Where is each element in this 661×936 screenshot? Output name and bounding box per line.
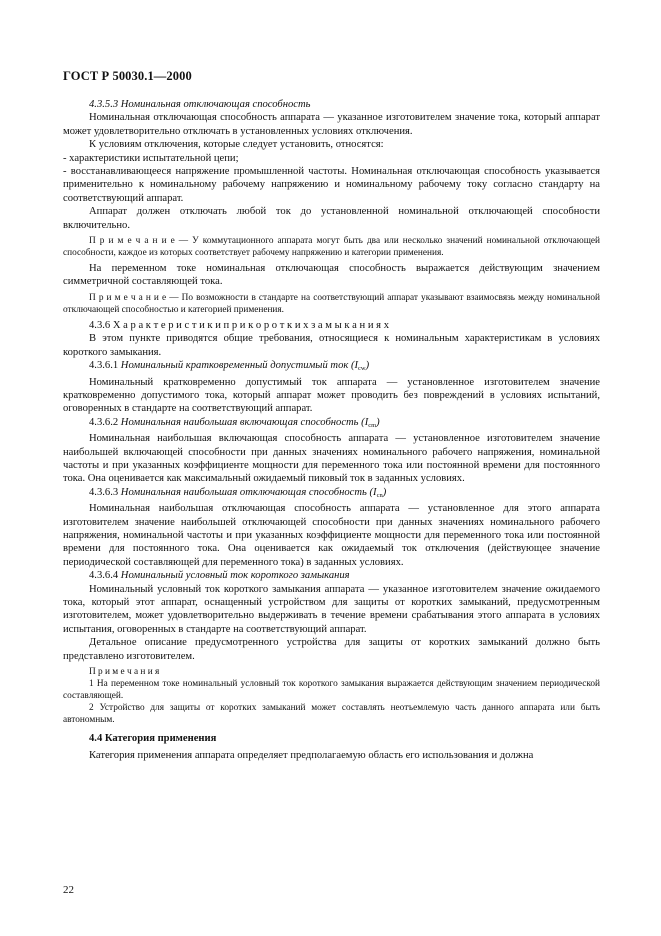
section-44-title: 4.4 Категория применения [89, 733, 217, 745]
note [63, 235, 600, 259]
paragraph: На переменном токе номинальная отключающая способность выражается действующим значением симметричной составляющей тока. [63, 263, 600, 288]
section-4361-title: Номинальный кратковременный допустимый ток ( [120, 360, 355, 372]
section-4362-heading [63, 416, 600, 432]
closing-paren: ) [365, 360, 370, 372]
page-number: 22 [63, 884, 74, 896]
paragraph: Номинальная наибольшая включающая способность аппарата — установленное изготовителем значение наибольшей включающей способности при данных значениях номинального рабочего напряжения, номинальной частоты и при указанных коэффициенте мощности для переменного тока или постоянной времени для постоянного тока. Она оценивается как максимальный ожидаемый пиковый ток в заданных условиях. [63, 433, 600, 485]
note-label: П р и м е ч а н и е [89, 236, 175, 247]
note-text: — По возможности в стандарте на соответствующий аппарат указывают взаимосвязь между номинальной отключающей способностью и категорией применения. [63, 292, 600, 315]
paragraph: Номинальная наибольшая отключающая способность аппарата — установленное для этого аппарата изготовителем значение наибольшей отключающей способности при данных значениях номинального рабочего напряжения, номинальной частоты и при указанных коэффициенте мощности для переменного тока или постоянной времени для постоянного тока. Она оценивается как ожидаемый ток отключения (действующее значение периодической составляющей для переменного тока) в заданных условиях. [63, 503, 600, 568]
paragraph: Категория применения аппарата определяет предполагаемую область его использования и должна [89, 750, 534, 762]
paragraph: Номинальная отключающая способность аппарата — указанное изготовителем значение тока, который аппарат может удовлетворительно отключать в установленных условиях отключения. [63, 112, 600, 137]
paragraph: Номинальный кратковременно допустимый ток аппарата — установленное изготовителем значение кратковременно допустимого тока, который аппарат может проводить без повреждений в условиях испытаний, оговоренных в стандарте на соответствующий аппарат. [63, 376, 600, 415]
list-item: - восстанавливающееся напряжение промышленной частоты. Номинальная отключающая способность указывается применительно к номинальному рабочему напряжению и номинальному рабочему току согласно стандарту на соответствующий аппарат. [63, 166, 600, 204]
paragraph: В этом пункте приводятся общие требования, относящиеся к номинальным характеристикам в условиях короткого замыкания. [63, 333, 600, 358]
current-subscript: cm [368, 421, 377, 429]
document-body [63, 98, 600, 763]
note-label: П р и м е ч а н и е [89, 292, 167, 303]
section-4353-title: 4.3.5.3 Номинальная отключающая способность [89, 99, 311, 110]
section-4362-title: Номинальная наибольшая включающая способность ( [120, 416, 365, 428]
section-436-title: Х а р а к т е р и с т и к и п р и к о р о т к и х з а м ы к а н и я х [112, 319, 389, 331]
section-number: 4.3.6 [89, 319, 111, 331]
closing-paren: ) [382, 486, 387, 498]
list-item: - характеристики испытательной цепи; [63, 152, 239, 164]
paragraph: Номинальный условный ток короткого замыкания аппарата — указанное изготовителем значение ожидаемого тока, который этот аппарат, оснащенный устройством для защиты от коротких замыканий, предусмотренным изготовителем, может удовлетворительно выдерживать в течение времени срабатывания этого аппарата в условиях испытания, оговоренных в стандарте на соответствующий аппарат. [63, 583, 600, 635]
note-text: — У коммутационного аппарата могут быть два или несколько значений номинальной отключающей способности, каждое из которых соответствует рабочему напряжению и категории применения. [63, 236, 600, 259]
note [63, 292, 600, 316]
current-symbol: I [373, 486, 377, 498]
paragraph: К условиям отключения, которые следует установить, относятся: [89, 139, 384, 151]
section-436-heading [63, 319, 600, 332]
section-4363-title: Номинальная наибольшая отключающая способность ( [120, 486, 374, 498]
section-number: 4.3.6.1 [89, 360, 119, 372]
paragraph: Аппарат должен отключать любой ток до установленной номинальной отключающей способности включительно. [63, 206, 600, 231]
closing-paren: ) [376, 416, 380, 428]
current-symbol: I [364, 416, 369, 428]
current-symbol: I [354, 360, 359, 372]
document-header: ГОСТ Р 50030.1—2000 [63, 69, 192, 83]
section-4364-title: Номинальный условный ток короткого замыкания [120, 570, 350, 582]
section-number: 4.3.6.4 [89, 570, 119, 582]
section-4363-heading [63, 486, 600, 502]
note-item: 1 На переменном токе номинальный условный ток короткого замыкания выражается действующим значением периодической составляющей. [63, 679, 600, 702]
section-4361-heading [63, 359, 600, 375]
section-number: 4.3.6.2 [89, 416, 119, 428]
paragraph: Детальное описание предусмотренного устройства для защиты от коротких замыканий должно быть представлено изготовителем. [63, 637, 600, 662]
section-number: 4.3.6.3 [89, 486, 119, 498]
current-subscript: cn [376, 491, 383, 499]
notes-label: П р и м е ч а н и я [89, 667, 160, 678]
note-item: 2 Устройство для защиты от коротких замыканий может составлять неотъемлемую часть данного аппарата или быть автономным. [63, 703, 600, 726]
current-subscript: cw [358, 365, 366, 373]
section-4364-heading [63, 569, 600, 582]
